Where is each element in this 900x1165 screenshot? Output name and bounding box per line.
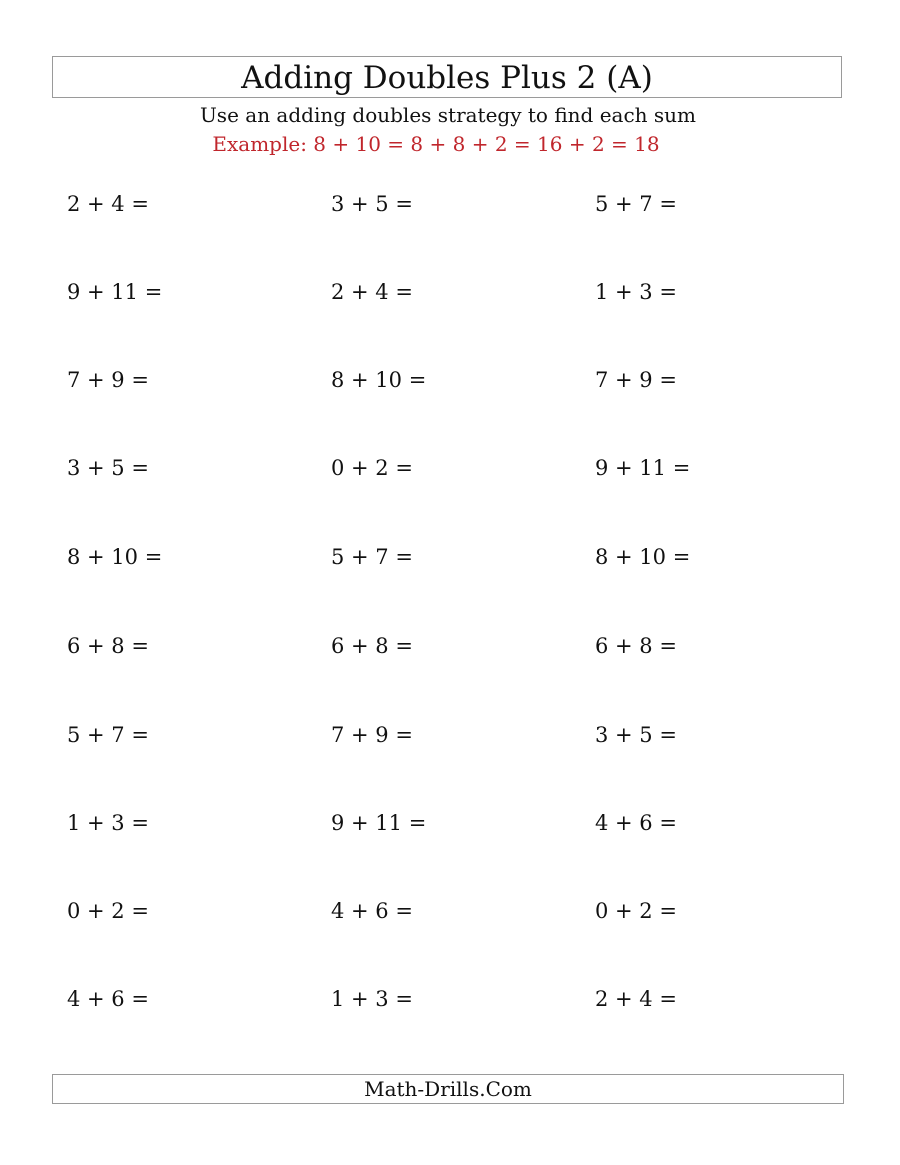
problem: 1 + 3 = <box>595 280 677 304</box>
problem: 8 + 10 = <box>331 368 427 392</box>
problem: 2 + 4 = <box>67 192 149 216</box>
problem: 5 + 7 = <box>67 723 149 747</box>
footer-site-name: Math-Drills.Com <box>52 1074 844 1104</box>
problem: 3 + 5 = <box>331 192 413 216</box>
problem: 0 + 2 = <box>331 456 413 480</box>
problem: 2 + 4 = <box>331 280 413 304</box>
problem: 6 + 8 = <box>67 634 149 658</box>
instructions: Use an adding doubles strategy to find each sum <box>199 103 697 127</box>
problem: 6 + 8 = <box>331 634 413 658</box>
worksheet-title: Adding Doubles Plus 2 (A) <box>52 56 842 98</box>
problem: 5 + 7 = <box>331 545 413 569</box>
example-line: Example: 8 + 10 = 8 + 8 + 2 = 16 + 2 = 18 <box>212 132 660 156</box>
problem: 1 + 3 = <box>331 987 413 1011</box>
problem: 0 + 2 = <box>595 899 677 923</box>
problem: 6 + 8 = <box>595 634 677 658</box>
problem: 9 + 11 = <box>331 811 427 835</box>
problem: 3 + 5 = <box>67 456 149 480</box>
problem: 3 + 5 = <box>595 723 677 747</box>
problem: 0 + 2 = <box>67 899 149 923</box>
problem: 8 + 10 = <box>595 545 691 569</box>
problem: 5 + 7 = <box>595 192 677 216</box>
problem: 4 + 6 = <box>595 811 677 835</box>
problem: 2 + 4 = <box>595 987 677 1011</box>
problem: 7 + 9 = <box>331 723 413 747</box>
problem: 4 + 6 = <box>331 899 413 923</box>
problem: 9 + 11 = <box>67 280 163 304</box>
problem: 4 + 6 = <box>67 987 149 1011</box>
problem: 7 + 9 = <box>67 368 149 392</box>
problem: 8 + 10 = <box>67 545 163 569</box>
problem: 7 + 9 = <box>595 368 677 392</box>
problem: 1 + 3 = <box>67 811 149 835</box>
problem: 9 + 11 = <box>595 456 691 480</box>
